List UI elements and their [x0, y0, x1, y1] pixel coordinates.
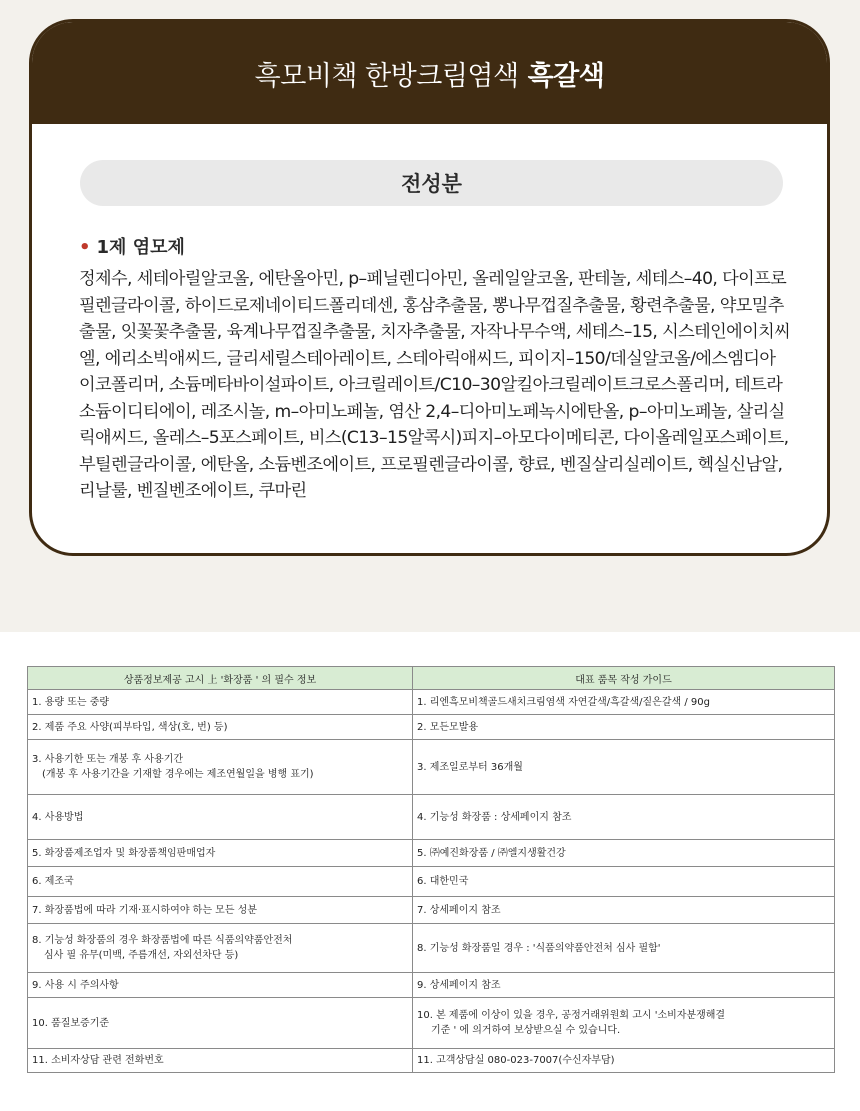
row-label-line: 8. 기능성 화장품의 경우 화장품법에 따른 식품의약품안전처 [32, 935, 293, 946]
table-row [28, 897, 835, 924]
row-label: 7. 화장품법에 따라 기재·표시하여야 하는 모든 성분 [28, 897, 413, 924]
row-value: 8. 기능성 화장품일 경우 : '식품의약품안전처 심사 필함' [413, 924, 835, 973]
table-row [28, 867, 835, 897]
product-title [32, 22, 827, 124]
product-color-name: 흑갈색 [527, 60, 605, 92]
table-row [28, 715, 835, 740]
table-row [28, 998, 835, 1049]
row-value-line: 기준 ' 에 의거하여 보상받으실 수 있습니다. [431, 1025, 621, 1036]
row-value: 7. 상세페이지 참조 [413, 897, 835, 924]
row-value: 5. ㈜예진화장품 / ㈜엘지생활건강 [413, 840, 835, 867]
row-value: 2. 모든모발용 [413, 715, 835, 740]
table-row [28, 740, 835, 795]
full-ingredients-label: 전성분 [80, 160, 783, 206]
row-value: 6. 대한민국 [413, 867, 835, 897]
table-header-row [28, 667, 835, 690]
table-row [28, 795, 835, 840]
table-row [28, 1049, 835, 1073]
row-value: 3. 제조일로부터 36개월 [413, 740, 835, 795]
bullet-icon: • [79, 237, 91, 258]
row-label: 5. 화장품제조업자 및 화장품책임판매업자 [28, 840, 413, 867]
table-row [28, 924, 835, 973]
row-label-line: 심사 필 유무(미백, 주름개선, 자외선차단 등) [44, 950, 239, 961]
row-label: 11. 소비자상담 관련 전화번호 [28, 1049, 413, 1073]
sub-section-title [79, 233, 185, 259]
row-label-line: 3. 사용기한 또는 개봉 후 사용기간 [32, 754, 184, 765]
table-row [28, 690, 835, 715]
ingredient-card [29, 19, 830, 556]
table-row [28, 973, 835, 998]
table-header-required-info: 상품정보제공 고시 上 '화장품 ' 의 필수 정보 [28, 667, 413, 690]
sub-section-title-text: 1제 염모제 [96, 237, 185, 258]
row-label: 1. 용량 또는 중량 [28, 690, 413, 715]
row-label: 9. 사용 시 주의사항 [28, 973, 413, 998]
row-label [28, 924, 413, 973]
row-label [28, 740, 413, 795]
row-value: 9. 상세페이지 참조 [413, 973, 835, 998]
row-value [413, 998, 835, 1049]
row-label: 6. 제조국 [28, 867, 413, 897]
row-label: 2. 제품 주요 사양(피부타입, 색상(호, 번) 등) [28, 715, 413, 740]
table-header-guide: 대표 품목 작성 가이드 [413, 667, 835, 690]
row-value-line: 10. 본 제품에 이상이 있을 경우, 공정거래위원회 고시 '소비자분쟁해결 [417, 1010, 726, 1021]
row-label: 4. 사용방법 [28, 795, 413, 840]
ingredient-list: 정제수, 세테아릴알코올, 에탄올아민, p–페닐렌디아민, 올레일알코올, 판테놀, 세테스–40, 다이프로필렌글라이콜, 하이드로제네이티드폴리데센, 홍삼추출물, 뽕나무껍질추출물, 황련추출물, 약모밀추출물, 잇꽃꽃추출물, 육계나무껍질추출물, 치자추출물, 자작나무수액, 세테스–15, 시스테인에이치씨엘, 에리소빅애씨드, 글리세릴스테아레이트, 스테아릭애씨드, 피이지–150/데실알코올/에스엠디아이코폴리머, 소듐메타바이설파이트, 아크릴레이트/C10–30알킬아크릴레이트크로스폴리머, 테트라소듐이디티에이, 레조시놀, m–아미노페놀, 염산 2,4–디아미노페녹시에탄올, p–아미노페놀, 살리실릭애씨드, 올레스–5포스페이트, 비스(C13–15알콕시)피지–아모다이메티콘, 다이올레일포스페이트, 부틸렌글라이콜, 에탄올, 소듐벤조에이트, 프로필렌글라이콜, 향료, 벤질살리실레이트, 헥실신남알, 리날룰, 벤질벤조에이트, 쿠마린 [79, 269, 791, 501]
row-value: 1. 리엔흑모비책골드새치크림염색 자연갈색/흑갈색/짙은갈색 / 90g [413, 690, 835, 715]
product-info-table [27, 666, 835, 1073]
table-row [28, 840, 835, 867]
row-label: 10. 품질보증기준 [28, 998, 413, 1049]
product-title-text: 흑모비책 한방크림염색 [254, 60, 519, 92]
row-label-line: (개봉 후 사용기간을 기재할 경우에는 제조연월일을 병행 표기) [42, 769, 314, 780]
row-value: 11. 고객상담실 080-023-7007(수신자부담) [413, 1049, 835, 1073]
row-value: 4. 기능성 화장품 : 상세페이지 참조 [413, 795, 835, 840]
